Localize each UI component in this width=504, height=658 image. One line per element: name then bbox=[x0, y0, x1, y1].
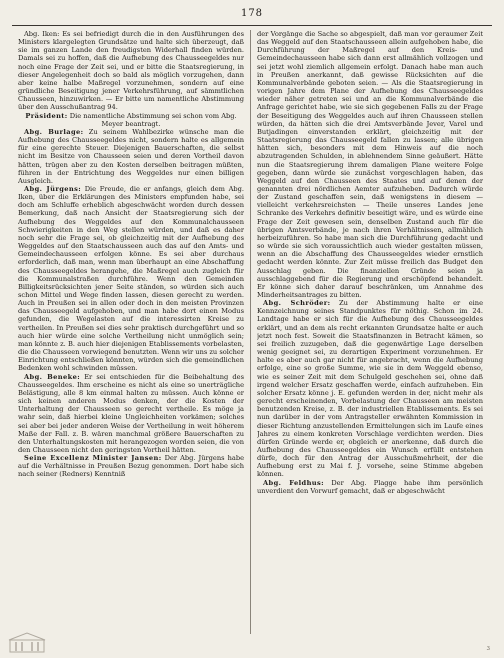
speaker-name: Abg. Beneke: bbox=[24, 372, 81, 381]
footer-signature: 3 bbox=[486, 646, 490, 652]
speaker-name: Abg. Feldhus: bbox=[263, 478, 325, 487]
paragraph-text: Der Abg. Plagge habe ihm persönlich unverdient den Vorwurf gemacht, daß er abgeschwächt bbox=[257, 478, 483, 495]
speaker-name: Abg. Schröder: bbox=[263, 299, 331, 308]
right-column bbox=[257, 30, 483, 634]
library-building-logo bbox=[8, 632, 46, 654]
paragraph-text: Abg. Iken: Es sei befriedigt durch die in den Ausführungen des Ministers klargelegten Grundsätze und halte sich überzeugt, daß sie im ganzen Lande den freudigsten Widerhall finden würden. Damals sei zu hoffen, daß die Aufhebung des Chausseegeldes nur noch eine Frage der Zeit sei, und er bitte die Staatsregierung, in dieser Angelegenheit doch so bald als möglich vorzugehen, dann aber keine halbe Maßregel vorzunehmen, sondern auf eine gründliche Beseitigung jener Verkehrsführung, auf sämmtlichen Chausseen, hinzuwirken. — Er bitte um namentliche Abstimmung über den Ausschußantrag 94. bbox=[18, 30, 244, 112]
paragraph bbox=[257, 479, 483, 495]
paragraph-text: Der Abg. Jürgens habe auf die Verhältnisse in Preußen Bezug genommen. Dort habe sich nach seiner (Redners) Kenntniß bbox=[18, 454, 244, 479]
paragraph bbox=[18, 112, 244, 128]
header-rule bbox=[12, 25, 492, 26]
paragraph bbox=[257, 299, 483, 478]
paragraph-text: Zu seinem Wahlbezirke wünsche man die Aufhebung des Chausseegeldes nicht, sondern halte es allgemein für eine gerechte Steuer. Diejenigen Bauerschaften, die selbst nicht im Besitze von Chausseen seien und deren Vortheil davon hätten, trügen aber zu den Kosten derselben beitragen müßten, führen in der Entrichtung des Weggeldes nur einen billigen Ausgleich. bbox=[18, 127, 244, 185]
paragraph bbox=[18, 185, 244, 373]
paragraph-text: Die Freude, die er anfangs, gleich dem Abg. Iken, über die Erklärungen des Ministers empfunden habe, sei doch am Schluffe erheblich abgeschwächt worden durch dessen Bemerkung, daß nach Ansicht der Staatsregierung sich der Aufhebung des Weggeldes auf den Kommunalchausseen Schwierigkeiten in den Weg stellen würden, und daß es daher noch sehr die Frage sei, ob gleichzeitig mit der Aufhebung des Weggeldes auf den Staatschausseen auch das auf den Amts- und Gemeindechausseen erfolgen könne. Es sei aber durchaus erforderlich, daß man, wenn man überhaupt an eine Abschaffung des Chausseegeldes herangehe, die Maßregel auch zugleich für die Kommunalstraßen durchführe. Wenn den Gemeinden Billigkeitsrücksichten jener Seite ständen, so würden sich auch schon Mittel und Wege finden lassen, diesen gerecht zu werden. Auch in Preußen sei in allen oder doch in den meisten Provinzen das Chausseegeld aufgehoben, und man habe dort einen Modus gefunden, die Wegelasten auf die interessirten Kreise zu vertheilen. In Preußen sei dies sehr praktisch durchgeführt und so auch hier würde eine solche Vertheilung nicht unmöglich sein; man könnte z. B. auch hier diejenigen Etablissements vorbelasten, die die Chausseen vorwiegend benutzten. Wenn wir uns zu solcher Einrichtung entschließen könnten, würden sich die gemeindlichen Bedenken wohl schwinden müssen. bbox=[18, 184, 244, 373]
paragraph bbox=[257, 30, 483, 299]
paragraph bbox=[18, 30, 244, 112]
column-divider bbox=[250, 30, 251, 634]
speaker-name: Abg. Burlage: bbox=[24, 127, 84, 136]
page-number: 178 bbox=[240, 8, 264, 19]
speaker-name: Präsident: bbox=[25, 111, 68, 120]
speaker-name: Abg. Jürgens: bbox=[24, 184, 82, 193]
left-column bbox=[18, 30, 244, 634]
paragraph bbox=[18, 373, 244, 455]
paragraph-text: Die namentliche Abstimmung sei schon vom Abg. Meyer beantragt. bbox=[67, 111, 237, 128]
paragraph bbox=[18, 454, 244, 478]
paragraph-text: Zu der Abstimmung halte er eine Kennzeichnung seines Standpunktes für nöthig. Schon im 24. Landtage habe er sich für die Aufhebung des Chausseegeldes erklärt, und an dem als recht erkannten Grundsatze halte er auch jetzt noch fest. Soweit die Staatsfinanzen in Betracht kämen, so sei freilich zuzugeben, daß die gegenwärtige Lage derselben wenig geeignet sei, zu derartigen Experiment vorzunehmen. Er halte es aber auch gar nicht für angebracht, wenn die Aufhebung erfolge, eine so große Summe, wie sie in dem Weggeld ebenso, wie es seiner Zeit mit dem Schulgeld geschehen sei, ohne daß irgend welcher Ersatz geschaffen werde, einfach aufzuheben. Ein solcher Ersatz könne j. E. gefunden werden in der, nicht mehr als gerecht erscheinenden, Vorbelastung der Chausseen am meisten benutzenden Kreise, z. B. der industriellen Etablissements. Es sei nun darüber in der vom Antragsteller erwähnten Kommission in dieser Richtung anzustellenden Ermittelungen sich im Laufe eines Jahres zu einem konkreten Vorschlage verdichten werden. Dies dürfen Gründe werde er, obgleich er anerkenne, daß durch die Aufhebung des Chausseegeldes ein Wunsch erfüllt entstehen dürfe, doch für den Antrag der Ausschußmehrheit, der die Aufhebung erst zu Mai f. J. vorsehe, seine Stimme abgeben können. bbox=[257, 299, 483, 479]
paragraph bbox=[18, 128, 244, 185]
paragraph-text: der Vorgänge die Sache so abgespielt, daß man vor geraumer Zeit das Weggeld auf den Staatschausseen allein aufgehoben habe, die Durchführung der Maßregel auf den Kreis- und Gemeindechausseen habe sich dann erst allmählich vollzogen und sei jetzt wohl ziemlich allgemein erfolgt. Danach habe man auch in Preußen anerkannt, daß gewisse Rücksichten auf die Kommunalverbände geboten seien. — Als die Staatsregierung in vorigen Jahre dem Plane der Aufhebung des Chausseegeldes wieder näher getreten sei und an die Kommunalverbände die Anfrage gerichtet habe, wie sie sich gegebenen Falls zu der Frage der Beseitigung des Weggeldes auch auf ihren Chausseen stellen würden, da hätten sich die drei Amtsverbände Jever, Varel und Butjadingen einverstanden erklärt, gleichzeitig mit der Staatsregierung das Chausseegeld fallen zu lassen; alle übrigen hätten sich, besonders mit dem Hinweis auf die noch abzutragenden Schulden, in ablehnendem Sinne geäußert. Hätte nun die Staatsregierung ihrem damaligen Plane weitere Folge gegeben, dann würde sie zunächst vorgeschlagen haben, das Weggeld auf den Chausseen des Staates und auf denen der genannten drei nördlichen Aemter aufzuheben. Dadurch würde der Zustand geschaffen sein, daß wenigstens in diesem — vielleicht verkehrsreichsten — Theile unseres Landes jene Schranke des Verkehrs definitiv beseitigt wäre, und es würde eine Frage der Zeit gewesen sein, denselben Zustand auch für die übrigen Amtsverbände, je nach ihren Verhältnissen, allmählich herbeizuführen. So habe man sich die Durchführung gedacht und so würde sie sich voraussichtlich auch wieder gestalten müssen, wenn an die Abschaffung des Chausseegeldes wieder ernstlich gedacht werden könnte. Zur Zeit müsse freilich das Budget den Ausschlag geben. Die finanziellen Gründe seien ja ausschlaggebend für die Regierung und erschöpfend behandelt. Er könne sich daher darauf beschränken, um Annahme des Minderheitsantrages zu bitten. bbox=[257, 30, 483, 299]
paragraph-text: Er sei entschieden für die Beibehaltung des Chausseegeldes. Ihm erscheine es nicht als eine so unerträgliche Belästigung, alle 8 km einmal halten zu müssen. Auch könne er sich keinen anderen Modus denken, der die Kosten der Unterhaltung der Chausseen so gerecht vertheile. Es möge ja wahr sein, daß hierbei kleine Ungleichheiten vorkämen; solches sei aber bei jeder anderen Weise der Vertheilung in weit höherem Maße der Fall. z. B. wären manchmal größere Bauerschaften zu den Unterhaltungskosten mit herangezogen worden seien, die von den Chausseen nicht den geringsten Vortheil hätten. bbox=[18, 372, 244, 454]
speaker-name: Seine Excellenz Minister Jansen: bbox=[24, 454, 162, 463]
